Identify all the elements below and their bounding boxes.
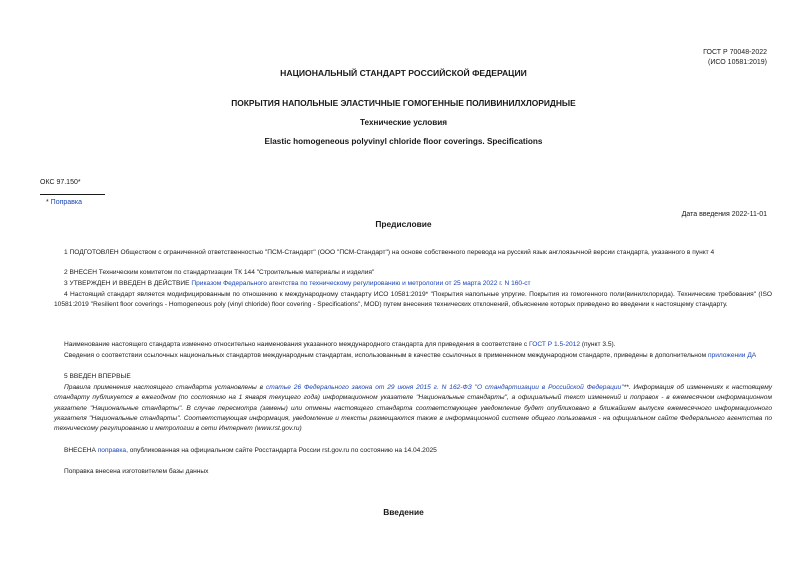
paragraph-first-introduced: 5 ВВЕДЕН ВПЕРВЫЕ xyxy=(64,373,131,380)
national-standard-heading: НАЦИОНАЛЬНЫЙ СТАНДАРТ РОССИЙСКОЙ ФЕДЕРАЦИИ xyxy=(280,68,527,78)
paragraph-modified: 4 Настоящий стандарт является модифицированным по отношению к международному стандарту ИСО 10581:2019* "Покрытия напольные упругие. Покрытия из гомогенного поли(винилхлорида). Технические требования" (ISO 10581:2019 "Resilient floor coverings - Homogeneous poly (vinyl chloride) floor covering - Specifications", MOD) путем внесения технических отклонений, объяснение которых приведено во введении к настоящему стандарту. xyxy=(54,291,772,309)
paragraph-name-changed: Наименование настоящего стандарта изменено относительно наименования указанного международного стандарта для приведения в соответствие с ГОСТ Р 1.5-2012 (пункт 3.5). xyxy=(64,341,616,348)
paragraph-application-rules: Правила применения настоящего стандарта установлены в статье 26 Федерального закона от 29 июня 2015 г. N 162-ФЗ "О стандартизации в Российской Федерации"**. Информация об изменениях к настоящему стандарту публикуется в ежегодном (по состоянию на 1 января текущего года) информационном указателе "Национальные стандарты", а официальный текст изменений и поправок - в ежемесячном информационном указателе "Национальные стандарты". В случае пересмотра (замены) или отмены настоящего стандарта соответствующее уведомление будет опубликовано в ближайшем выпуске ежемесячного информационного указателя "Национальные стандарты". Соответствующая информация, уведомление и тексты размещаются также в информационной системе общего пользования - на официальном сайте Федерального агентства по техническому регулированию и метрологии в сети Интернет (www.rst.gov.ru) xyxy=(54,384,772,433)
paragraph-prepared: 1 ПОДГОТОВЛЕН Обществом с ограниченной ответственностью "ПСМ-Стандарт" (ООО "ПСМ-Стандарт") на основе собственного перевода на русский язык англоязычной версии стандарта, указанного в пункт 4 xyxy=(64,249,715,256)
amendment-inline-link[interactable]: поправка xyxy=(97,447,127,454)
introduction-heading: Введение xyxy=(383,507,424,517)
standard-title-ru: ПОКРЫТИЯ НАПОЛЬНЫЕ ЭЛАСТИЧНЫЕ ГОМОГЕННЫЕ ПОЛИВИНИЛХЛОРИДНЫЕ xyxy=(231,98,576,108)
footnote-mark: * xyxy=(46,199,51,206)
paragraph-amendment-note: Поправка внесена изготовителем базы данных xyxy=(64,468,209,475)
amendment-link[interactable]: Поправка xyxy=(50,199,83,206)
federal-law-link[interactable]: статье 26 Федерального закона от 29 июня 2015 г. N 162-ФЗ "О стандартизации в Российской Федерации" xyxy=(265,384,624,391)
oks-code: ОКС 97.150* xyxy=(40,179,81,186)
standard-subtitle-ru: Технические условия xyxy=(359,118,448,127)
order-link[interactable]: Приказом Федерального агентства по техническому регулированию и метрологии от 25 марта 2022 г. N 160-ст xyxy=(191,280,531,287)
paragraph-references: Сведения о соответствии ссылочных национальных стандартов международным стандартам, использованным в качестве ссылочных в примененном международном стандарте, приведены в дополнительном приложении ДА xyxy=(64,352,757,359)
gost-number: ГОСТ Р 70048-2022 xyxy=(703,49,767,56)
footnote xyxy=(46,198,82,208)
preface-heading: Предисловие xyxy=(375,219,432,229)
paragraph-amendment: ВНЕСЕНА поправка, опубликованная на официальном сайте Росстандарта России rst.gov.ru по состоянию на 14.04.2025 xyxy=(64,447,437,454)
gost-r-1-5-link[interactable]: ГОСТ Р 1.5-2012 xyxy=(529,341,580,348)
standard-title-en: Elastic homogeneous polyvinyl chloride floor coverings. Specifications xyxy=(264,137,543,146)
paragraph-approved: 3 УТВЕРЖДЕН И ВВЕДЕН В ДЕЙСТВИЕ Приказом Федерального агентства по техническому регулированию и метрологии от 25 марта 2022 г. N 160-ст xyxy=(64,280,531,287)
appendix-da-link[interactable]: приложении ДА xyxy=(707,352,757,359)
iso-number: (ИСО 10581:2019) xyxy=(708,59,767,66)
paragraph-submitted: 2 ВНЕСЕН Техническим комитетом по стандартизации ТК 144 "Строительные материалы и изделия" xyxy=(64,269,375,276)
footnote-divider xyxy=(40,194,105,195)
effective-date: Дата введения 2022-11-01 xyxy=(681,211,767,218)
